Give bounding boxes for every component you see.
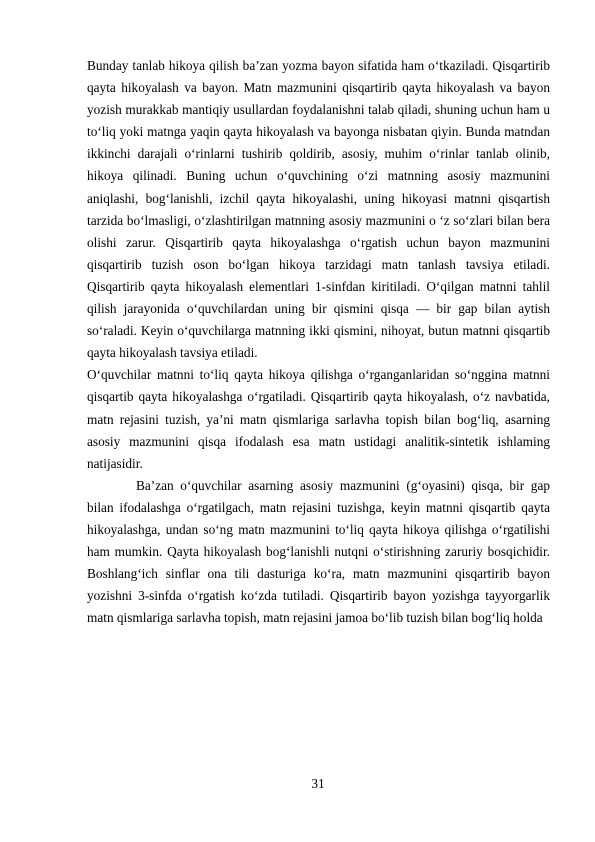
body-text xyxy=(87,55,550,629)
paragraph-2: O‘quvchilar matnni to‘liq qayta hikoya qilishga o‘rganganlaridan so‘nggina matnni qisqartib qayta hikoyalashga o‘rgatiladi. Qisqartirib qayta hikoyalash, o‘z navbatida, matn rejasini tuzish, ya’ni matn qismlariga sarlavha topish bilan bog‘liq, asarning asosiy mazmunini qisqa ifodalash esa matn ustidagi analitik-sintetik ishlaming natijasidir. xyxy=(87,367,550,471)
paragraph-3: Ba’zan o‘quvchilar asarning asosiy mazmunini (g‘oyasini) qisqa, bir gap bilan ifodalashga o‘rgatilgach, matn rejasini tuzishga, keyin matnni qisqartib qayta hikoyalashga, undan so‘ng matn mazmunini to‘liq qayta hikoya qilishga o‘rgatilishi ham mumkin. Qayta hikoyalash bog‘lanishli nutqni o‘stirishning zaruriy bosqichidir. Boshlang‘ich sinflar ona tili dasturiga ko‘ra, matn mazmunini qisqartirib bayon yozishni 3-sinfda o‘rgatish ko‘zda tutiladi. Qisqartirib bayon yozishga tayyorgarlik matn qismlariga sarlavha topish, matn rejasini jamoa bo‘lib tuzish bilan bog‘liq holda xyxy=(87,477,550,626)
page-number: 31 xyxy=(311,776,325,791)
paragraph-1: Bunday tanlab hikoya qilish ba’zan yozma bayon sifatida ham o‘tkaziladi. Qisqartirib qayta hikoyalash va bayon. Matn mazmunini qisqartirib qayta hikoyalash va bayon yozish murakkab mantiqiy usullardan foydalanishni talab qiladi, shuning uchun ham u to‘liq yoki matnga yaqin qayta hikoyalash va bayonga nisbatan qiyin. Bunda matndan ikkinchi darajali o‘rinlarni tushirib qoldirib, asosiy, muhim o‘rinlar tanlab olinib, hikoya qilinadi. Buning uchun o‘quvchining o‘zi matnning asosiy mazmunini aniqlashi, bog‘lanishli, izchil qayta hikoyalashi, uning hikoyasi matnni qisqartish tarzida bo‘lmasligi, o‘zlashtirilgan matnning asosiy mazmunini o ‘z so‘zlari bilan bera olishi zarur. Qisqartirib qayta hikoyalashga o‘rgatish uchun bayon mazmunini qisqartirib tuzish oson bo‘lgan hikoya tarzidagi matn tanlash tavsiya etiladi. Qisqartirib qayta hikoyalash elementlari 1-sinfdan kiritiladi. O‘qilgan matnni tahlil qilish jarayonida o‘quvchilardan uning bir qismini qisqa — bir gap bilan aytish so‘raladi. Keyin o‘quvchilarga matnning ikki qismini, nihoyat, butun matnni qisqartib qayta hikoyalash tavsiya etiladi. xyxy=(87,58,550,361)
